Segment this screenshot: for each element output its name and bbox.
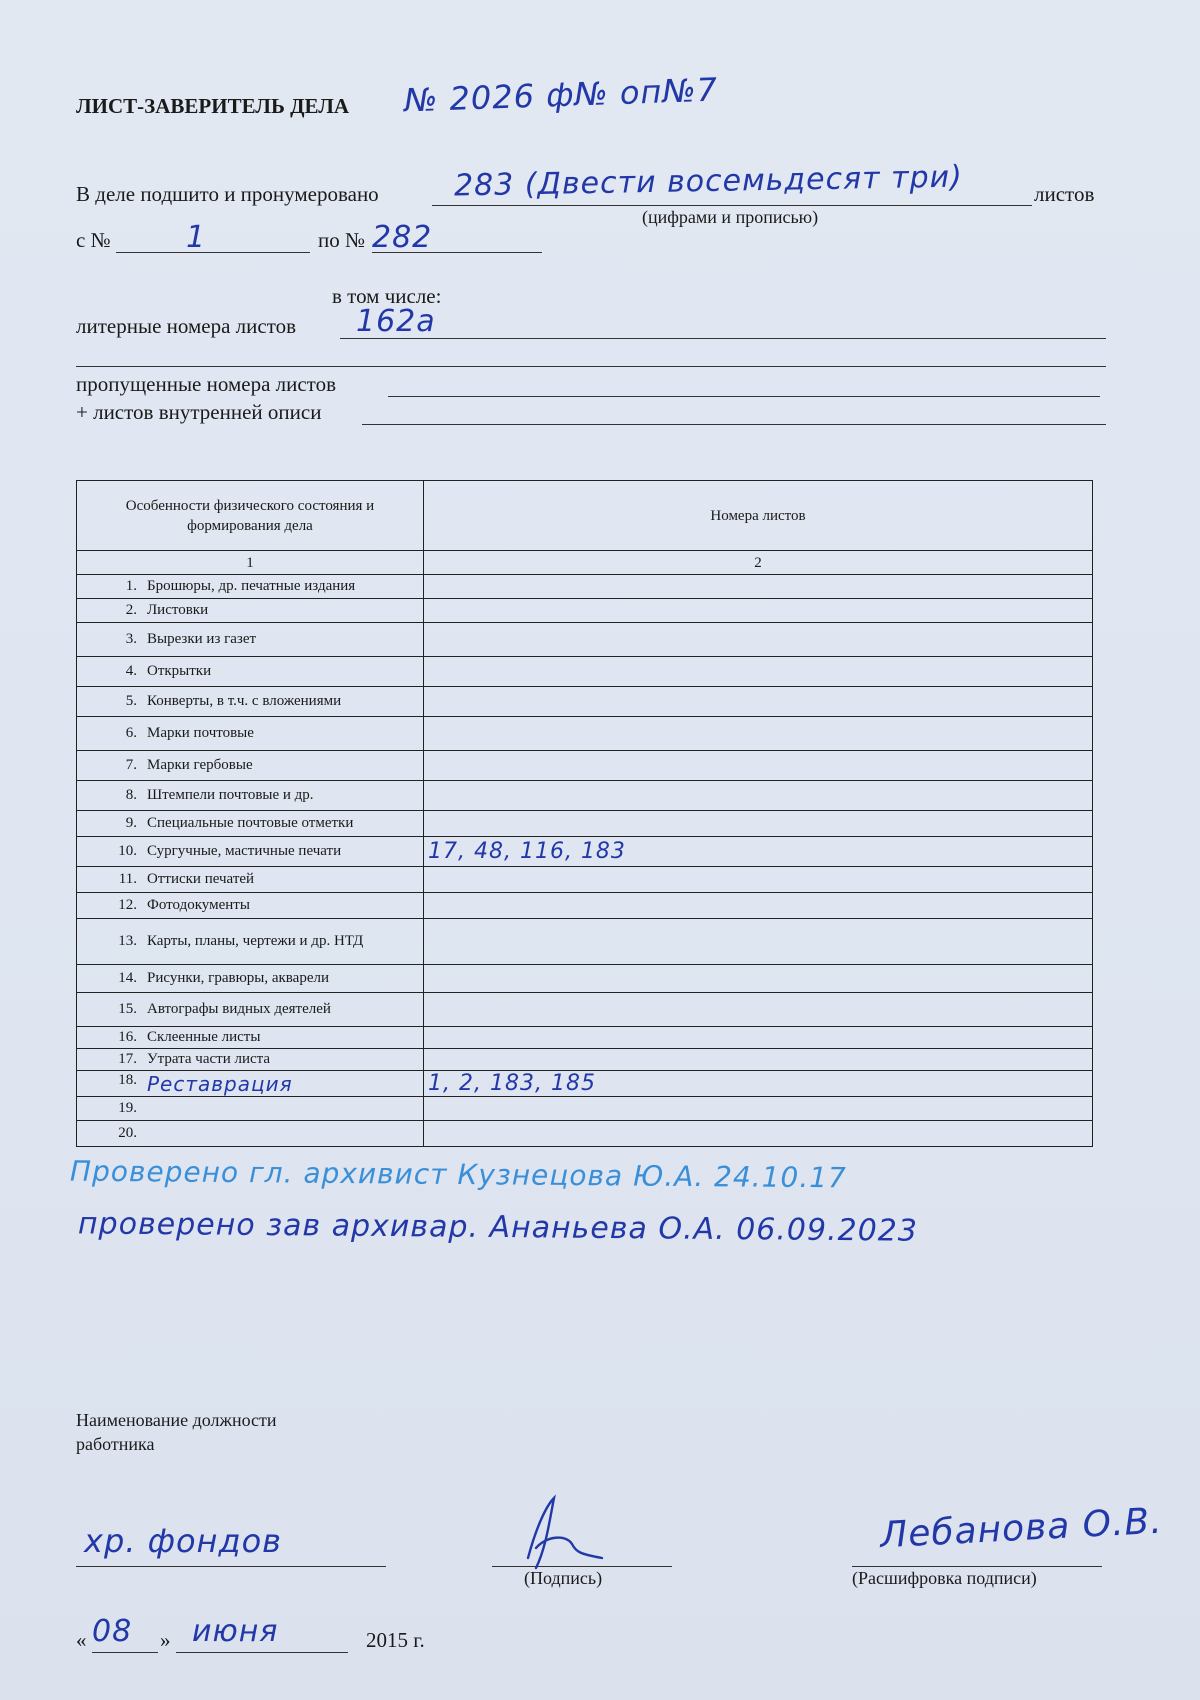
sheet-numbers-cell <box>424 965 1093 993</box>
row-label: Конверты, в т.ч. с вложениями <box>147 693 342 709</box>
row-label: Листовки <box>147 602 209 618</box>
sheet-numbers-value: 17, 48, 116, 183 <box>428 839 626 864</box>
row-number: 7. <box>125 757 137 773</box>
letter-underline <box>340 338 1106 339</box>
table-row <box>77 893 1093 919</box>
row-number: 4. <box>125 663 137 679</box>
row-label: Марки почтовые <box>147 725 254 741</box>
row-number: 14. <box>118 970 137 986</box>
row-label: Утрата части листа <box>147 1051 271 1067</box>
document-title: ЛИСТ-ЗАВЕРИТЕЛЬ ДЕЛА <box>76 94 350 118</box>
row-number: 18. <box>118 1071 137 1088</box>
table-body <box>77 575 1093 1147</box>
letter-label: литерные номера листов <box>76 314 297 338</box>
row-number: 10. <box>118 843 137 859</box>
table-index-row <box>77 551 1093 575</box>
feature-cell <box>77 1027 424 1049</box>
table-row <box>77 1049 1093 1071</box>
row-number: 5. <box>125 693 137 709</box>
row-label: Склеенные листы <box>147 1029 261 1045</box>
feature-cell <box>77 623 424 657</box>
day-handwritten: 08 <box>92 1614 133 1649</box>
position-underline <box>76 1566 386 1567</box>
sheet-numbers-cell <box>424 717 1093 751</box>
decode-handwritten: Лебанова О.В. <box>879 1500 1164 1557</box>
date-close-quote: » <box>160 1628 171 1652</box>
row-number: 3. <box>125 631 137 647</box>
table-row <box>77 751 1093 781</box>
row-number: 17. <box>118 1051 137 1067</box>
row-label: Брошюры, др. печатные издания <box>147 578 356 594</box>
feature-cell <box>77 919 424 965</box>
col2-index: 2 <box>424 551 1093 575</box>
row-label: Открытки <box>147 663 212 679</box>
table-row <box>77 1027 1093 1049</box>
col1-index: 1 <box>77 551 424 575</box>
letter-handwritten: 162а <box>356 304 436 339</box>
row-number: 13. <box>118 933 137 949</box>
sheet-numbers-cell <box>424 1049 1093 1071</box>
table-row <box>77 575 1093 599</box>
feature-cell <box>77 811 424 837</box>
row-number: 9. <box>125 815 137 831</box>
inner-underline <box>362 424 1106 425</box>
row-number: 16. <box>118 1029 137 1045</box>
inner-label: + листов внутренней описи <box>76 400 322 424</box>
sheet-numbers-cell <box>424 993 1093 1027</box>
row-label: Штемпели почтовые и др. <box>147 787 314 803</box>
table-row <box>77 1121 1093 1147</box>
check-note-2: проверено зав архивар. Ананьева О.А. 06.09.2023 <box>77 1206 919 1249</box>
sheet-numbers-cell <box>424 1071 1093 1097</box>
sheet-numbers-cell <box>424 1121 1093 1147</box>
year-text: 2015 г. <box>366 1628 425 1652</box>
sheet-numbers-cell <box>424 867 1093 893</box>
row-number: 11. <box>118 871 137 887</box>
features-table <box>76 480 1093 1147</box>
feature-cell <box>77 687 424 717</box>
table-row <box>77 717 1093 751</box>
sheet-numbers-cell <box>424 751 1093 781</box>
day-underline <box>92 1652 158 1653</box>
table-row <box>77 965 1093 993</box>
month-handwritten: июня <box>192 1614 279 1649</box>
row-label: Специальные почтовые отметки <box>147 815 354 831</box>
count-suffix: листов <box>1034 182 1095 206</box>
feature-cell <box>77 965 424 993</box>
table-row <box>77 623 1093 657</box>
feature-cell <box>77 1121 424 1147</box>
month-underline <box>176 1652 348 1653</box>
from-underline <box>116 252 310 253</box>
from-label: с № <box>76 228 111 252</box>
sheet-numbers-cell <box>424 687 1093 717</box>
signature-scribble <box>506 1488 616 1578</box>
table-row <box>77 781 1093 811</box>
sheet-numbers-cell <box>424 919 1093 965</box>
position-label-1: Наименование должности <box>76 1410 277 1430</box>
case-number-handwritten: № 2026 ф№ оп№7 <box>403 70 719 120</box>
count-handwritten: 283 (Двести восемьдесят три) <box>453 159 964 204</box>
feature-cell <box>77 781 424 811</box>
feature-cell <box>77 993 424 1027</box>
date-open-quote: « <box>76 1628 87 1652</box>
table-row <box>77 1071 1093 1097</box>
table-row <box>77 993 1093 1027</box>
count-hint: (цифрами и прописью) <box>642 207 819 227</box>
feature-cell <box>77 575 424 599</box>
feature-cell <box>77 1049 424 1071</box>
decode-label: (Расшифровка подписи) <box>852 1568 1037 1588</box>
sheet-numbers-cell <box>424 599 1093 623</box>
table-row <box>77 811 1093 837</box>
row-number: 19. <box>118 1100 137 1116</box>
row-number: 8. <box>125 787 137 803</box>
sheet-numbers-cell <box>424 1097 1093 1121</box>
position-label-2: работника <box>76 1434 155 1454</box>
table-row <box>77 867 1093 893</box>
feature-cell <box>77 893 424 919</box>
row-number: 6. <box>125 725 137 741</box>
sheet-numbers-cell <box>424 837 1093 867</box>
table-row <box>77 1097 1093 1121</box>
sheet-numbers-value: 1, 2, 183, 185 <box>428 1071 596 1096</box>
table-row <box>77 837 1093 867</box>
table-header-row <box>77 481 1093 551</box>
missing-underline <box>388 396 1100 397</box>
row-number: 20. <box>118 1125 137 1141</box>
table-row <box>77 919 1093 965</box>
row-number: 1. <box>125 578 137 594</box>
feature-cell <box>77 657 424 687</box>
row-label: Рисунки, гравюры, акварели <box>147 970 330 986</box>
feature-cell <box>77 1071 424 1097</box>
table-row <box>77 599 1093 623</box>
feature-cell <box>77 751 424 781</box>
row-label: Оттиски печатей <box>147 871 255 887</box>
row-number: 15. <box>118 1001 137 1017</box>
position-handwritten: хр. фондов <box>84 1522 283 1560</box>
feature-cell <box>77 837 424 867</box>
row-label: Реставрация <box>147 1071 293 1096</box>
row-label: Марки гербовые <box>147 757 253 773</box>
sheet-numbers-cell <box>424 781 1093 811</box>
feature-cell <box>77 867 424 893</box>
sheet-numbers-cell <box>424 657 1093 687</box>
including-label: в том числе: <box>332 284 442 308</box>
blank-underline <box>76 366 1106 367</box>
missing-label: пропущенные номера листов <box>76 372 336 396</box>
count-label: В деле подшито и пронумеровано <box>76 182 379 206</box>
row-number: 2. <box>125 602 137 618</box>
col1-header: Особенности физического состояния и формирования дела <box>77 481 424 551</box>
sheet-numbers-cell <box>424 623 1093 657</box>
row-label: Сургучные, мастичные печати <box>147 843 342 859</box>
check-note-1: Проверено гл. архивист Кузнецова Ю.А. 24.10.17 <box>69 1154 847 1195</box>
feature-cell <box>77 599 424 623</box>
feature-cell <box>77 717 424 751</box>
sign-label: (Подпись) <box>524 1568 603 1588</box>
from-handwritten: 1 <box>186 220 207 255</box>
table-row <box>77 657 1093 687</box>
to-label: по № <box>318 228 366 252</box>
sheet-numbers-cell <box>424 575 1093 599</box>
to-handwritten: 282 <box>372 220 433 255</box>
decode-underline <box>852 1566 1102 1567</box>
sheet-numbers-cell <box>424 811 1093 837</box>
sheet-numbers-cell <box>424 1027 1093 1049</box>
sheet-numbers-cell <box>424 893 1093 919</box>
row-number: 12. <box>118 897 137 913</box>
table-row <box>77 687 1093 717</box>
row-label: Автографы видных деятелей <box>147 1001 331 1017</box>
row-label: Карты, планы, чертежи и др. НТД <box>147 933 364 949</box>
count-underline <box>432 205 1032 206</box>
row-label: Вырезки из газет <box>147 631 257 647</box>
col2-header: Номера листов <box>424 481 1093 551</box>
row-label: Фотодокументы <box>147 897 250 913</box>
feature-cell <box>77 1097 424 1121</box>
